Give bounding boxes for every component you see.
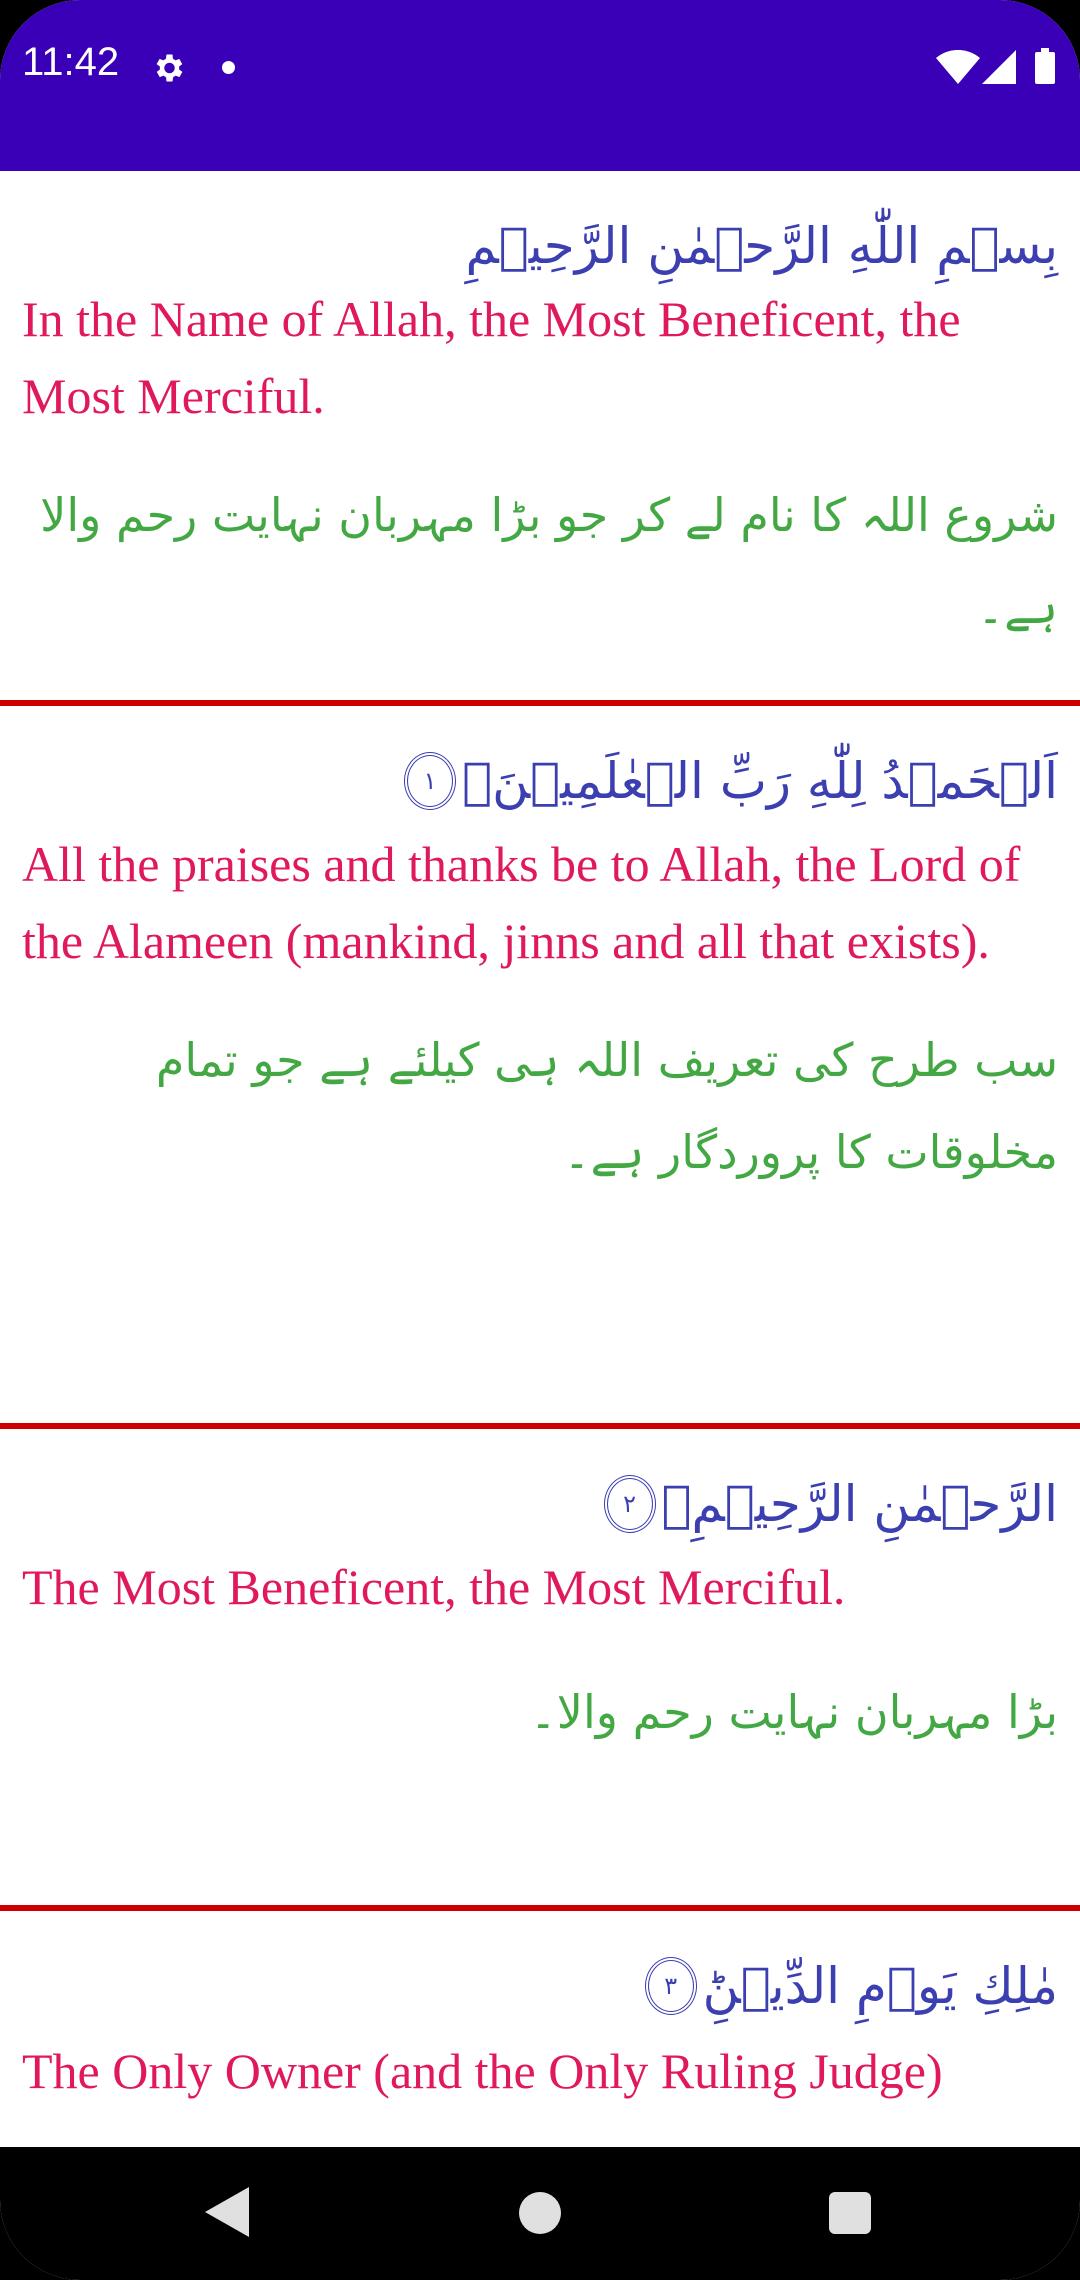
- verse-list[interactable]: [0, 171, 1080, 2147]
- signal-icon: [982, 50, 1016, 84]
- verse-card[interactable]: [0, 706, 1080, 1429]
- ayah-number-marker: ١: [404, 752, 456, 810]
- ayah-number-marker: ٣: [645, 1957, 697, 2015]
- english-translation: The Only Owner (and the Only Ruling Judge): [22, 2043, 943, 2099]
- battery-icon: [1035, 48, 1055, 84]
- english-translation: All the praises and thanks be to Allah, the Lord of the Alameen (mankind, jinns and all that exists).: [22, 836, 1021, 969]
- status-bar: [0, 0, 1080, 171]
- notification-dot-icon: [222, 61, 235, 74]
- english-translation: In the Name of Allah, the Most Beneficent, the Most Merciful.: [22, 291, 961, 424]
- arabic-verse: [0, 1911, 1080, 2015]
- recents-icon[interactable]: [829, 2192, 871, 2234]
- status-time: 11:42: [22, 40, 120, 84]
- arabic-text: اَلۡحَمۡدُ لِلّٰهِ رَبِّ الۡعٰلَمِيۡنَۙ: [462, 752, 1058, 810]
- navigation-bar: [0, 2147, 1080, 2280]
- arabic-verse: [0, 1429, 1080, 1533]
- urdu-translation: سب طرح کی تعریف اللہ ہی کیلئے ہے جو تمام مخلوقات کا پروردگار ہے۔: [155, 1033, 1058, 1179]
- arabic-text: مٰلِكِ يَوۡمِ الدِّيۡنِؕ: [702, 1957, 1058, 2015]
- english-translation: The Most Beneficent, the Most Merciful.: [22, 1559, 846, 1615]
- arabic-verse: [0, 706, 1080, 810]
- arabic-text: الرَّحۡمٰنِ الرَّحِيۡمِۙ: [661, 1475, 1058, 1533]
- gear-icon: [150, 50, 186, 86]
- urdu-translation: بڑا مہربان نہایت رحم والا۔: [529, 1685, 1058, 1739]
- arabic-text: بِسۡمِ اللّٰهِ الرَّحۡمٰنِ الرَّحِيۡمِ: [465, 217, 1058, 275]
- verse-card[interactable]: [0, 1429, 1080, 1911]
- back-icon[interactable]: [205, 2187, 249, 2237]
- verse-card[interactable]: [0, 1911, 1080, 2147]
- wifi-icon: [936, 50, 980, 84]
- urdu-translation: شروع اللہ کا نام لے کر جو بڑا مہربان نہایت رحم والا ہے۔: [40, 488, 1058, 634]
- home-icon[interactable]: [519, 2192, 561, 2234]
- verse-card[interactable]: [0, 171, 1080, 706]
- arabic-verse: [0, 171, 1080, 275]
- ayah-number-marker: ٢: [604, 1475, 656, 1533]
